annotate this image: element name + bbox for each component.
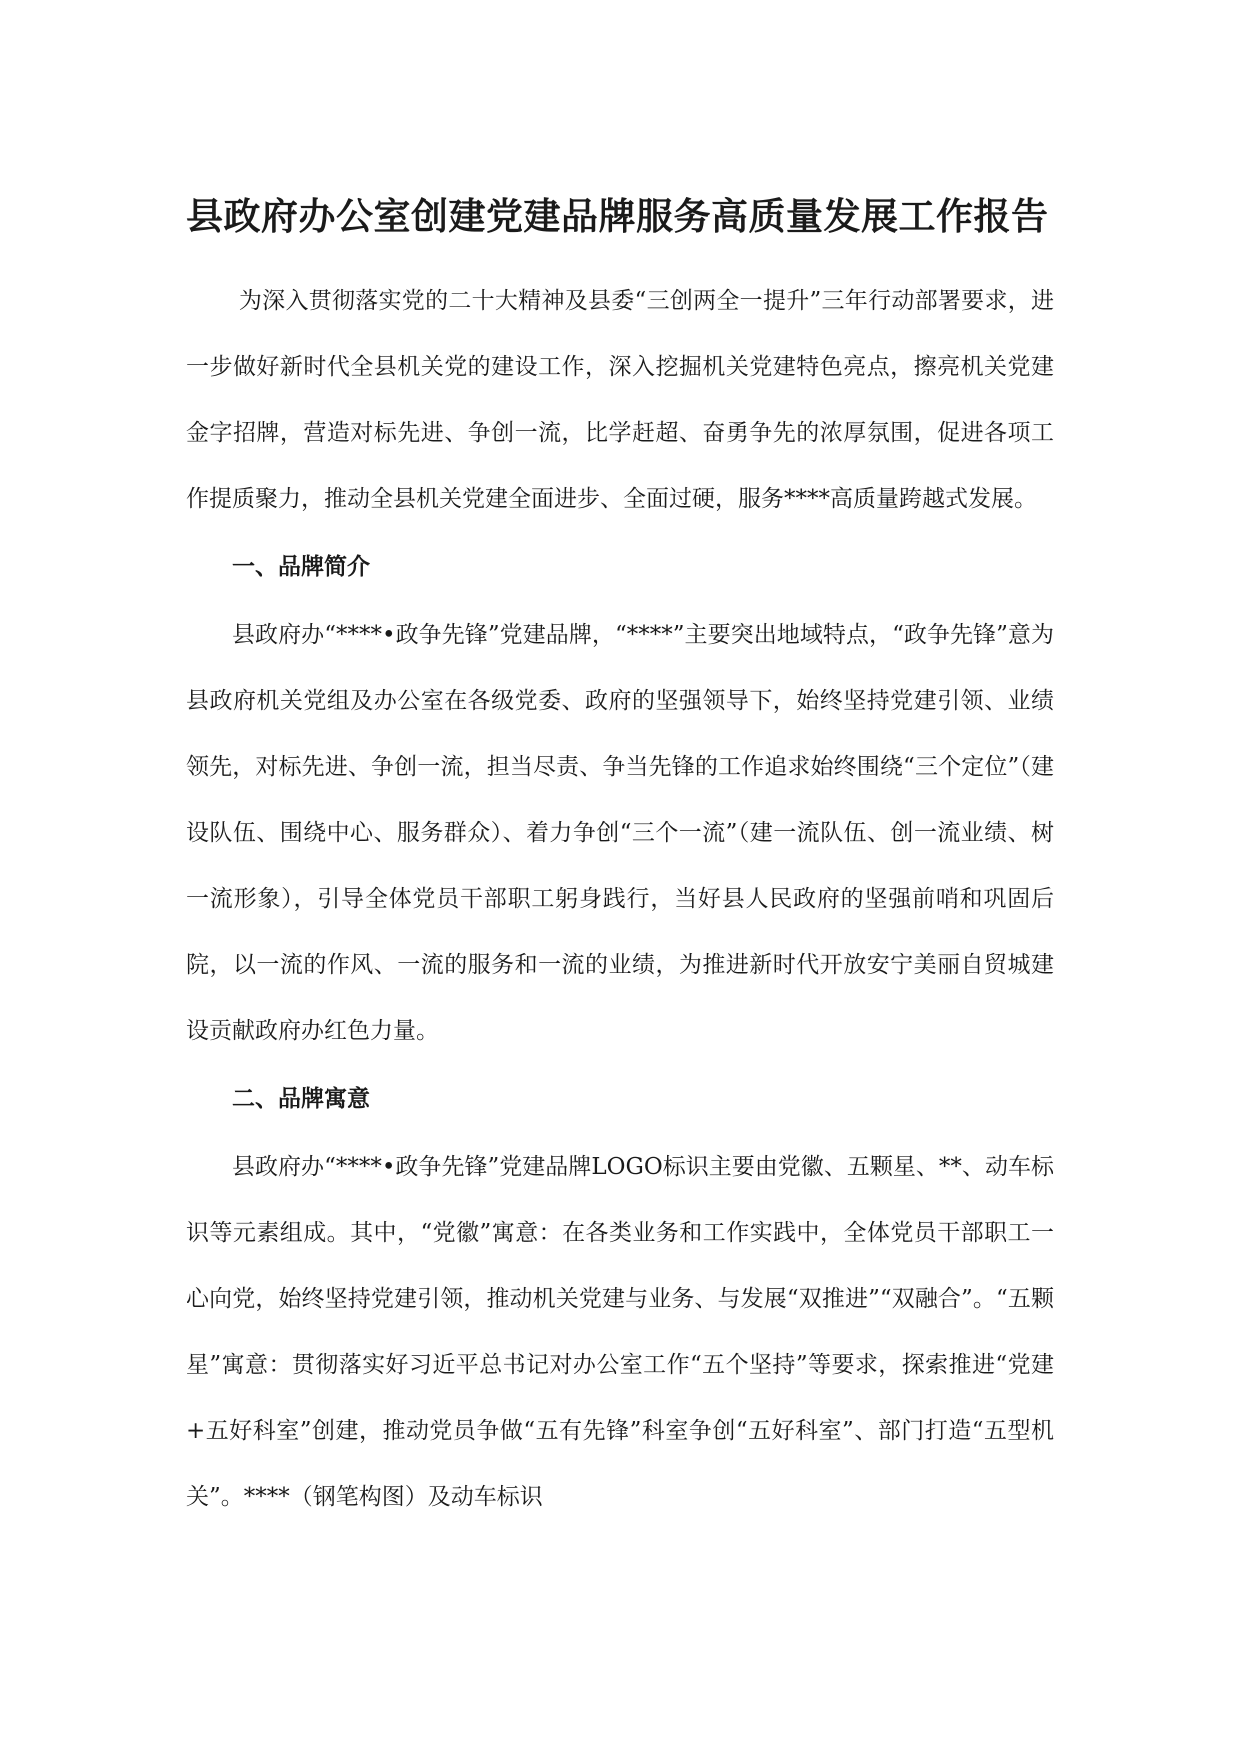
document-body: [186, 268, 1054, 1530]
section-heading-brand-meaning: 二、品牌寓意: [232, 1085, 370, 1112]
section-paragraph-brand-intro: 县政府办“****•政争先锋”党建品牌，“****”主要突出地域特点，“政争先锋”意为县政府机关党组及办公室在各级党委、政府的坚强领导下，始终坚持党建引领、业绩领先，对标先进、争创一流，担当尽责、争当先锋的工作追求始终围绕“三个定位”（建设队伍、围绕中心、服务群众）、着力争创“三个一流”（建一流队伍、创一流业绩、树一流形象），引导全体党员干部职工躬身践行，当好县人民政府的坚强前哨和巩固后院，以一流的作风、一流的服务和一流的业绩，为推进新时代开放安宁美丽自贸城建设贡献政府办红色力量。: [186, 622, 1054, 1044]
intro-paragraph: 为深入贯彻落实党的二十大精神及县委“三创两全一提升”三年行动部署要求，进一步做好新时代全县机关党的建设工作，深入挖掘机关党建特色亮点，擦亮机关党建金字招牌，营造对标先进、争创一流，比学赶超、奋勇争先的浓厚氛围，促进各项工作提质聚力，推动全县机关党建全面进步、全面过硬，服务****高质量跨越式发展。: [186, 288, 1054, 512]
section-paragraph-brand-meaning: 县政府办“****•政争先锋”党建品牌LOGO标识主要由党徽、五颗星、**、动车标识等元素组成。其中，“党徽”寓意：在各类业务和工作实践中，全体党员干部职工一心向党，始终坚持党建引领，推动机关党建与业务、与发展“双推进”“双融合”。“五颗星”寓意：贯彻落实好习近平总书记对办公室工作“五个坚持”等要求，探索推进“党建+五好科室”创建，推动党员争做“五有先锋”科室争创“五好科室”、部门打造“五型机关”。****（钢笔构图）及动车标识: [186, 1154, 1054, 1510]
section-heading-brand-intro: 一、品牌简介: [232, 553, 370, 580]
document-title: 县政府办公室创建党建品牌服务高质量发展工作报告: [186, 194, 1049, 238]
